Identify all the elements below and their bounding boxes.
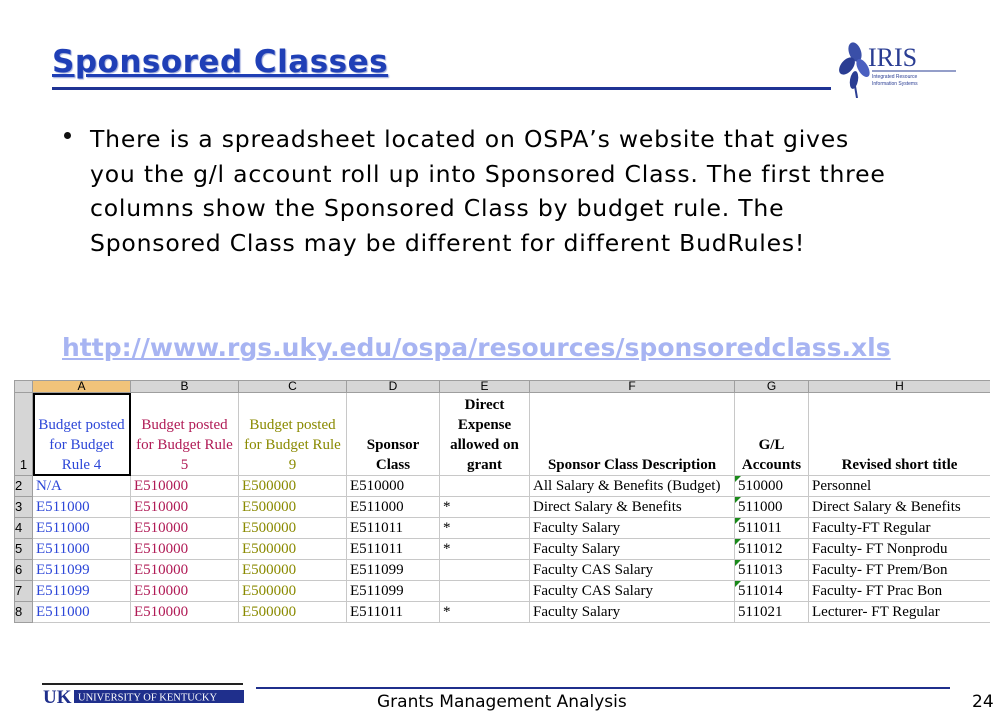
row-number[interactable]: 3: [15, 497, 33, 518]
column-header-b[interactable]: B: [131, 381, 239, 393]
cell-gl-account[interactable]: 510000: [735, 476, 809, 497]
cell-sponsor-class[interactable]: E511099: [347, 560, 440, 581]
cell-rule-9[interactable]: E500000: [239, 539, 347, 560]
header-cell-sponsor-class[interactable]: Sponsor Class: [347, 393, 440, 476]
cell-short-title[interactable]: Faculty-FT Regular: [809, 518, 991, 539]
bullet-text: There is a spreadsheet located on OSPA’s website that gives you the g/l account roll up into Sponsored Class. The first three columns show the Sponsored Class by budget rule. The Sponsored Class may be different for different BudRules!: [90, 125, 886, 257]
cell-sponsor-class[interactable]: E511011: [347, 518, 440, 539]
cell-description[interactable]: Faculty Salary: [530, 518, 735, 539]
column-header-a[interactable]: A: [33, 381, 131, 393]
cell-rule-5[interactable]: E510000: [131, 497, 239, 518]
cell-description[interactable]: All Salary & Benefits (Budget): [530, 476, 735, 497]
header-cell-short-title[interactable]: Revised short title: [809, 393, 991, 476]
header-cell-budget-rule-5[interactable]: Budget posted for Budget Rule 5: [131, 393, 239, 476]
column-header-row: [15, 381, 991, 393]
cell-rule-5[interactable]: E510000: [131, 476, 239, 497]
row-number[interactable]: 6: [15, 560, 33, 581]
cell-description[interactable]: Faculty Salary: [530, 602, 735, 623]
page-number: 24: [972, 692, 994, 712]
slide-title: Sponsored Classes: [52, 44, 389, 80]
cell-description[interactable]: Direct Salary & Benefits: [530, 497, 735, 518]
table-row: [15, 497, 991, 518]
cell-rule-9[interactable]: E500000: [239, 560, 347, 581]
column-header-d[interactable]: D: [347, 381, 440, 393]
cell-direct-expense[interactable]: [440, 581, 530, 602]
header-cell-budget-rule-4[interactable]: Budget posted for Budget Rule 4: [33, 393, 131, 476]
select-all-corner[interactable]: [15, 381, 33, 393]
cell-rule-5[interactable]: E510000: [131, 560, 239, 581]
cell-rule-5[interactable]: E510000: [131, 539, 239, 560]
cell-short-title[interactable]: Faculty- FT Nonprodu: [809, 539, 991, 560]
cell-rule-4[interactable]: E511000: [33, 602, 131, 623]
cell-direct-expense[interactable]: [440, 560, 530, 581]
cell-sponsor-class[interactable]: E511011: [347, 602, 440, 623]
spreadsheet-link[interactable]: http://www.rgs.uky.edu/ospa/resources/sponsoredclass.xls: [62, 333, 891, 362]
column-header-f[interactable]: F: [530, 381, 735, 393]
cell-direct-expense[interactable]: *: [440, 518, 530, 539]
cell-direct-expense[interactable]: *: [440, 497, 530, 518]
header-cell-budget-rule-9[interactable]: Budget posted for Budget Rule 9: [239, 393, 347, 476]
cell-description[interactable]: Faculty CAS Salary: [530, 560, 735, 581]
cell-rule-4[interactable]: E511000: [33, 539, 131, 560]
cell-sponsor-class[interactable]: E510000: [347, 476, 440, 497]
cell-gl-account[interactable]: 511014: [735, 581, 809, 602]
cell-sponsor-class[interactable]: E511099: [347, 581, 440, 602]
cell-sponsor-class[interactable]: E511011: [347, 539, 440, 560]
table-row: [15, 581, 991, 602]
footer-title: Grants Management Analysis: [377, 692, 627, 712]
iris-logo: [838, 40, 958, 98]
uk-logo-text: UNIVERSITY OF KENTUCKY: [78, 692, 218, 704]
column-header-g[interactable]: G: [735, 381, 809, 393]
cell-rule-4[interactable]: E511099: [33, 581, 131, 602]
bullet-dot: [64, 132, 71, 139]
row-number[interactable]: 2: [15, 476, 33, 497]
cell-direct-expense[interactable]: [440, 476, 530, 497]
column-header-h[interactable]: H: [809, 381, 991, 393]
column-header-e[interactable]: E: [440, 381, 530, 393]
row-number[interactable]: 1: [15, 393, 33, 476]
cell-rule-4[interactable]: E511099: [33, 560, 131, 581]
table-row: [15, 560, 991, 581]
cell-gl-account[interactable]: 511013: [735, 560, 809, 581]
cell-description[interactable]: Faculty Salary: [530, 539, 735, 560]
cell-rule-9[interactable]: E500000: [239, 581, 347, 602]
cell-direct-expense[interactable]: *: [440, 602, 530, 623]
header-cell-gl-accounts[interactable]: G/L Accounts: [735, 393, 809, 476]
uk-logo: [42, 685, 244, 707]
cell-short-title[interactable]: Faculty- FT Prac Bon: [809, 581, 991, 602]
cell-rule-4[interactable]: N/A: [33, 476, 131, 497]
cell-rule-9[interactable]: E500000: [239, 518, 347, 539]
cell-direct-expense[interactable]: *: [440, 539, 530, 560]
header-cell-description[interactable]: Sponsor Class Description: [530, 393, 735, 476]
cell-rule-4[interactable]: E511000: [33, 518, 131, 539]
cell-short-title[interactable]: Faculty- FT Prem/Bon: [809, 560, 991, 581]
cell-description[interactable]: Faculty CAS Salary: [530, 581, 735, 602]
title-underline-rule: [52, 87, 831, 90]
cell-gl-account[interactable]: 511011: [735, 518, 809, 539]
cell-rule-4[interactable]: E511000: [33, 497, 131, 518]
header-cell-direct-expense[interactable]: Direct Expense allowed on grant: [440, 393, 530, 476]
cell-short-title[interactable]: Personnel: [809, 476, 991, 497]
cell-gl-account[interactable]: 511000: [735, 497, 809, 518]
spreadsheet-grid: [14, 380, 990, 623]
table-row: [15, 476, 991, 497]
cell-gl-account[interactable]: 511021: [735, 602, 809, 623]
row-number[interactable]: 8: [15, 602, 33, 623]
cell-rule-9[interactable]: E500000: [239, 476, 347, 497]
row-number[interactable]: 5: [15, 539, 33, 560]
table-row: [15, 518, 991, 539]
header-row: [15, 393, 991, 476]
cell-short-title[interactable]: Direct Salary & Benefits: [809, 497, 991, 518]
svg-text:UK: UK: [43, 687, 72, 707]
svg-text:Information Systems: Information Systems: [872, 81, 918, 87]
spreadsheet-screenshot: [14, 380, 990, 624]
cell-sponsor-class[interactable]: E511000: [347, 497, 440, 518]
column-header-c[interactable]: C: [239, 381, 347, 393]
table-row: [15, 602, 991, 623]
cell-rule-9[interactable]: E500000: [239, 602, 347, 623]
cell-gl-account[interactable]: 511012: [735, 539, 809, 560]
svg-text:Integrated Resource: Integrated Resource: [872, 74, 918, 80]
table-row: [15, 539, 991, 560]
footer-rule: [256, 687, 950, 689]
cell-rule-5[interactable]: E510000: [131, 518, 239, 539]
cell-rule-5[interactable]: E510000: [131, 581, 239, 602]
row-number[interactable]: 7: [15, 581, 33, 602]
cell-rule-5[interactable]: E510000: [131, 602, 239, 623]
cell-rule-9[interactable]: E500000: [239, 497, 347, 518]
cell-short-title[interactable]: Lecturer- FT Regular: [809, 602, 991, 623]
row-number[interactable]: 4: [15, 518, 33, 539]
logo-iris-text: IRIS: [868, 43, 918, 72]
